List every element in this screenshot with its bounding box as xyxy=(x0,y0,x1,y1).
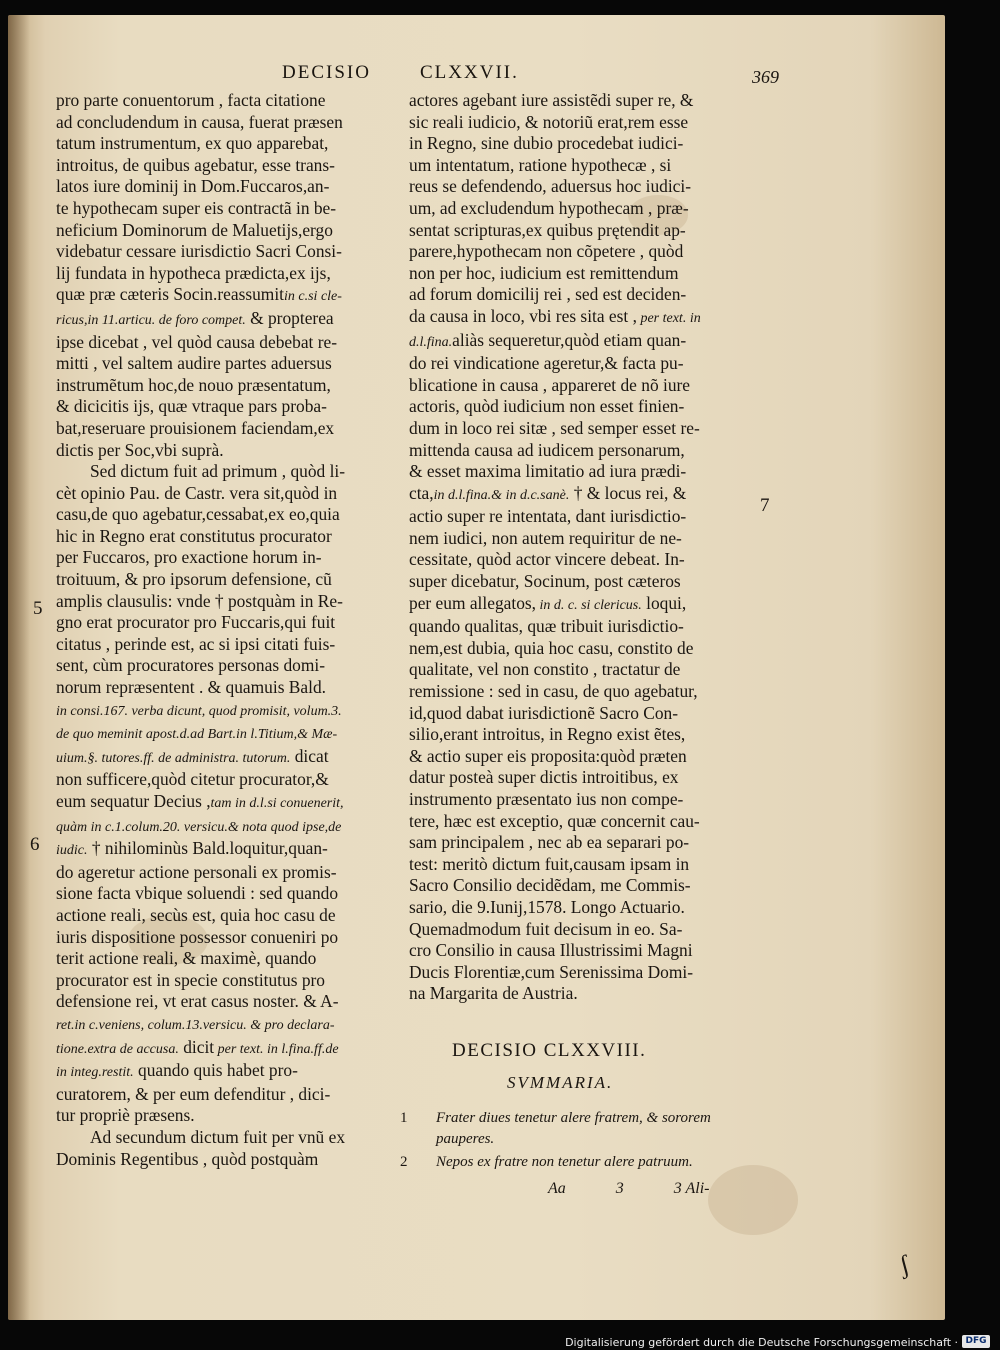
signature-line xyxy=(548,1180,755,1198)
body-text: qualitate, vel non constito , tractatur de xyxy=(409,659,681,680)
body-text: & actio super eis proposita:quòd præten xyxy=(409,745,687,766)
body-text: do rei vindicatione ageretur,& facta pu- xyxy=(409,353,684,374)
decision-heading: DECISIO CLXXVIII. xyxy=(452,1040,647,1061)
body-text: bat,reseruare prouisionem faciendam,ex xyxy=(56,417,335,438)
citation-text: iudic. xyxy=(56,843,88,859)
text-line xyxy=(56,112,389,134)
citation-text: quàm in c.1.colum.20. versicu.& nota quod ipse,de xyxy=(56,819,342,835)
body-text: norum repræsentent . & quamuis Bald. xyxy=(56,677,326,698)
body-text: Ad secundum dictum fuit per vnũ ex xyxy=(90,1126,346,1147)
text-line xyxy=(56,948,389,970)
body-text: ad forum domicilij rei , sed est deciden- xyxy=(409,284,687,305)
summary-item xyxy=(400,1152,760,1174)
body-text: pro parte conuentorum , facta citatione xyxy=(56,90,326,110)
body-text: instrumẽtum hoc,de nouo præsentatum, xyxy=(56,374,331,395)
body-text: datur posteà super dictis introitibus, ex xyxy=(409,767,679,788)
text-line xyxy=(409,549,751,571)
text-line xyxy=(409,593,751,617)
body-text: Dominis Regentibus , quòd postquàm xyxy=(56,1148,319,1169)
body-text: actione reali, secùs est, quia hoc casu de xyxy=(56,904,336,925)
body-text: blicatione in causa , appareret de nõ iure xyxy=(409,374,691,395)
body-text: amplis clausulis: vnde † postquàm in Re- xyxy=(56,590,343,611)
text-line xyxy=(409,638,751,660)
text-line xyxy=(56,746,389,770)
citation-text: in c.veniens, colum.13.versicu. & pro declara- xyxy=(74,1017,335,1033)
body-text: neficium Dominorum de Maluetijs,ergo xyxy=(56,219,333,240)
text-line xyxy=(56,1127,389,1149)
body-text: sario, die 9.Iunij,1578. Longo Actuario. xyxy=(409,896,685,917)
text-line xyxy=(56,905,389,927)
body-text: cta, xyxy=(409,482,434,503)
text-line xyxy=(56,1013,389,1037)
left-text-column xyxy=(56,90,389,1170)
margin-number-7: 7 xyxy=(760,495,770,516)
text-line xyxy=(409,962,751,984)
body-text: introitus, de quibus agebatur, esse trans- xyxy=(56,154,335,175)
catchword: 3 Ali- xyxy=(673,1180,710,1197)
citation-text: per text. in l.fina.ff.de xyxy=(214,1041,339,1057)
text-line xyxy=(56,526,389,548)
body-text: ipse dicebat , vel quòd causa debebat re- xyxy=(56,331,338,352)
summaria-label: SVMMARIA. xyxy=(507,1073,614,1092)
body-text: procurator est in specie constitutus pro xyxy=(56,969,326,990)
text-line xyxy=(409,396,751,418)
text-line xyxy=(56,332,389,354)
text-line xyxy=(56,927,389,949)
text-line xyxy=(409,811,751,833)
text-line xyxy=(56,634,389,656)
text-line xyxy=(56,308,389,332)
text-line xyxy=(56,722,389,746)
text-line xyxy=(56,396,389,418)
text-line xyxy=(409,659,751,681)
body-text: mittenda causa ad iudicem personarum, xyxy=(409,439,685,460)
body-text: remissione : sed in casu, de quo agebatur, xyxy=(409,681,698,702)
citation-text: ret. xyxy=(56,1017,75,1033)
text-line xyxy=(409,919,751,941)
body-text: ad concludendum in causa, fuerat præsen xyxy=(56,111,343,132)
body-text: id,quod dabat iurisdictionẽ Sacro Con- xyxy=(409,702,679,723)
text-line xyxy=(56,970,389,992)
text-line xyxy=(409,483,751,507)
citation-text: in d.l.fina.& in d.c.sanè. xyxy=(433,487,570,503)
body-text: aliàs sequeretur,quòd etiam quan- xyxy=(452,329,687,350)
body-text: tur propriè præsens. xyxy=(56,1105,195,1126)
text-line xyxy=(409,263,751,285)
text-line xyxy=(409,983,751,1005)
body-text: sam principalem , nec ab ea separari po- xyxy=(409,832,690,853)
running-head xyxy=(282,62,542,84)
body-text: sent, cùm procuratores personas domi- xyxy=(56,655,325,676)
page-number: 369 xyxy=(752,67,779,87)
body-text: loqui, xyxy=(641,592,687,613)
text-line xyxy=(56,569,389,591)
citation-text: uium.§. tutores.ff. de administra. tutorum. xyxy=(56,750,291,766)
text-line xyxy=(409,90,751,112)
text-line xyxy=(56,591,389,613)
text-line xyxy=(56,155,389,177)
body-text: citatus , perinde est, ac si ipsi citati fuis- xyxy=(56,633,336,654)
text-line xyxy=(56,547,389,569)
text-line xyxy=(409,746,751,768)
text-line xyxy=(56,176,389,198)
text-line xyxy=(409,155,751,177)
body-text: dictis per Soc,vbi suprà. xyxy=(56,439,224,460)
body-text: per Fuccaros, pro exactione horum in- xyxy=(56,547,322,568)
body-text: troituum, & pro ipsorum defensione, cũ xyxy=(56,569,332,590)
text-line xyxy=(56,677,389,699)
body-text: sentat scripturas,ex quibus prętendit ap- xyxy=(409,219,686,240)
body-text: cro Consilio in causa Illustrissimi Magni xyxy=(409,940,693,961)
paper-stain xyxy=(708,1165,798,1235)
citation-text: tam in d.l.si conuenerit, xyxy=(210,796,344,811)
citation-text: de quo meminit apost.d.ad Bart.in l.Titium,& Mæ- xyxy=(56,727,338,743)
text-line xyxy=(409,681,751,703)
summary-item xyxy=(400,1108,760,1152)
citation-text: tione.extra de accusa. xyxy=(56,1041,179,1057)
body-text: latos iure dominij in Dom.Fuccaros,an- xyxy=(56,176,330,197)
summary-item-text: Nepos ex fratre non tenetur alere patruum. xyxy=(436,1154,693,1170)
body-text: defensione rei, vt erat casus noster. & A- xyxy=(56,991,339,1012)
body-text: actores agebant iure assistẽdi super re, & xyxy=(409,90,694,110)
text-line xyxy=(56,220,389,242)
text-line xyxy=(56,655,389,677)
text-line xyxy=(56,198,389,220)
signature-mark: Aa xyxy=(548,1180,566,1197)
body-text: Ducis Florentiæ,cum Serenissima Domi- xyxy=(409,961,694,982)
citation-text: per text. in xyxy=(636,310,701,326)
text-line xyxy=(409,306,751,330)
text-line xyxy=(409,528,751,550)
text-line xyxy=(409,241,751,263)
text-line xyxy=(56,612,389,634)
body-text: gno erat procurator pro Fuccaris,qui fuit xyxy=(56,612,336,633)
text-line xyxy=(409,284,751,306)
summary-item-number: 1 xyxy=(400,1110,408,1126)
body-text: lij fundata in hypotheca prædicta,ex ijs, xyxy=(56,262,331,283)
dfg-logo: DFG xyxy=(962,1335,990,1348)
citation-text: in consi.167. verba dicunt, quod promisit, volum.3. xyxy=(56,703,342,719)
text-line xyxy=(409,375,751,397)
body-text: dicit xyxy=(178,1036,215,1057)
text-line xyxy=(56,1084,389,1106)
body-text: instrumento præsentato ius non compe- xyxy=(409,789,684,809)
text-line xyxy=(56,791,389,815)
body-text: mitti , vel saltem audire partes aduersus xyxy=(56,353,332,374)
body-text: & esset maxima limitatio ad iura prædi- xyxy=(409,461,687,482)
text-line xyxy=(56,1037,389,1061)
text-line xyxy=(56,883,389,905)
text-line xyxy=(409,897,751,919)
text-line xyxy=(56,699,389,723)
text-line xyxy=(409,176,751,198)
running-head-left: DECISIO xyxy=(282,62,371,83)
text-line xyxy=(409,353,751,375)
text-line xyxy=(409,724,751,746)
body-text: test: meritò dictum fuit,causam ipsam in xyxy=(409,853,690,874)
body-text: parere,hypothecam non cõpetere , quòd xyxy=(409,241,684,262)
digitization-credit: Digitalisierung gefördert durch die Deutsche Forschungsgemeinschaft · xyxy=(565,1336,958,1349)
text-line xyxy=(409,198,751,220)
text-line xyxy=(56,769,389,791)
text-line xyxy=(56,133,389,155)
text-line xyxy=(409,571,751,593)
body-text: hic in Regno erat constitutus procurator xyxy=(56,525,332,546)
body-text: do ageretur actione personali ex promis- xyxy=(56,861,337,882)
body-text: nem iudici, non autem requiritur de ne- xyxy=(409,527,682,548)
body-text: quæ præ cæteris Socin.reassumit xyxy=(56,284,284,305)
citation-text: in integ.restit. xyxy=(56,1065,134,1081)
body-text: iuris dispositione possessor conueniri po xyxy=(56,926,339,947)
body-text: super dicebatur, Socinum, post cæteros xyxy=(409,571,681,592)
body-text: terit actione reali, & maximè, quando xyxy=(56,948,317,969)
digitization-bar xyxy=(0,1333,1000,1350)
body-text: cessitate, quòd actor vincere debeat. In- xyxy=(409,549,685,570)
text-line xyxy=(56,815,389,839)
text-line xyxy=(409,703,751,725)
body-text: um, ad excludendum hypothecam , præ- xyxy=(409,197,689,218)
body-text: na Margarita de Austria. xyxy=(409,983,578,1004)
text-line xyxy=(56,263,389,285)
text-line xyxy=(409,616,751,638)
text-line xyxy=(56,838,389,862)
text-line xyxy=(409,461,751,483)
text-line xyxy=(56,353,389,375)
body-text: Sacro Consilio decidẽdam, me Commis- xyxy=(409,875,691,896)
body-text: casu,de quo agebatur,cessabat,ex eo,quia xyxy=(56,504,340,525)
body-text: per eum allegatos, xyxy=(409,592,536,613)
text-line xyxy=(56,1060,389,1084)
body-text: & dicicitis ijs, quæ vtraque pars proba- xyxy=(56,396,327,417)
text-line xyxy=(409,330,751,354)
text-line xyxy=(409,767,751,789)
body-text: videbatur cessare iurisdictio Sacri Consi- xyxy=(56,241,342,262)
text-line xyxy=(56,440,389,462)
text-line xyxy=(56,241,389,263)
body-text: in Regno, sine dubio procedebat iudici- xyxy=(409,133,684,154)
text-line xyxy=(56,991,389,1013)
body-text: sione facta vbique soluendi : sed quando xyxy=(56,883,339,904)
body-text: te hypothecam super eis contractã in be- xyxy=(56,197,337,218)
text-line xyxy=(409,940,751,962)
body-text: quando quis habet pro- xyxy=(133,1060,298,1081)
citation-text: ricus,in 11.articu. de foro compet. xyxy=(56,312,246,328)
running-head-right: CLXXVII. xyxy=(420,62,519,83)
text-line xyxy=(409,789,751,811)
body-text: Quemadmodum fuit decisum in eo. Sa- xyxy=(409,918,683,939)
text-line xyxy=(409,418,751,440)
text-line xyxy=(56,461,389,483)
text-line xyxy=(56,375,389,397)
citation-text: d.l.fina. xyxy=(409,334,453,350)
body-text: nem,est dubia, quia hoc casu, constito de xyxy=(409,637,694,658)
body-text: cèt opinio Pau. de Castr. vera sit,quòd in xyxy=(56,482,338,503)
text-line xyxy=(409,506,751,528)
body-text: quando qualitas, quæ tribuit iurisdictio- xyxy=(409,616,684,637)
text-line xyxy=(56,284,389,308)
body-text: reus se defendendo, aduersus hoc iudici- xyxy=(409,176,692,197)
text-line xyxy=(56,90,389,112)
text-line xyxy=(56,1105,389,1127)
body-text: sic reali iudicio, & notoriũ erat,rem esse xyxy=(409,111,689,132)
body-text: silio,erant introitus, in Regno exist ẽtes, xyxy=(409,724,686,745)
body-text: Sed dictum fuit ad primum , quòd li- xyxy=(90,461,346,482)
body-text: † & locus rei, & xyxy=(569,482,687,503)
summary-item-text: Frater diues tenetur alere fratrem, & sororem pauperes. xyxy=(436,1110,711,1147)
body-text: dum in loco rei sitæ , sed semper esset re- xyxy=(409,417,700,438)
body-text: actio super re intentata, dant iurisdictio- xyxy=(409,506,687,527)
text-line xyxy=(409,832,751,854)
body-text: † nihilominùs Bald.loquitur,quan- xyxy=(87,838,328,859)
body-text: non sufficere,quòd citetur procurator,& xyxy=(56,769,329,790)
citation-text: in d. c. si clericus. xyxy=(536,597,642,613)
body-text: tatum instrumentum, ex quo apparebat, xyxy=(56,133,329,154)
text-line xyxy=(56,483,389,505)
text-line xyxy=(409,220,751,242)
text-line xyxy=(56,862,389,884)
text-line xyxy=(409,440,751,462)
citation-text: in c.si cle- xyxy=(284,289,342,305)
body-text: curatorem, & per eum defenditur , dici- xyxy=(56,1083,331,1104)
text-line xyxy=(409,133,751,155)
body-text: um intentatum, ratione hypothecæ , si xyxy=(409,154,672,175)
body-text: da causa in loco, vbi res sita est , xyxy=(409,305,637,326)
body-text: eum sequatur Decius , xyxy=(56,791,211,811)
body-text: tere, hæc est exceptio, quæ concernit cau- xyxy=(409,810,700,831)
body-text: & propterea xyxy=(245,307,334,328)
body-text: dicat xyxy=(290,745,329,766)
margin-number-5: 5 xyxy=(33,598,43,619)
text-line xyxy=(56,504,389,526)
text-line xyxy=(409,854,751,876)
signature-number: 3 xyxy=(615,1180,624,1197)
body-text: non per hoc, iudicium est remittendum xyxy=(409,262,679,283)
margin-number-6: 6 xyxy=(30,834,40,855)
text-line xyxy=(409,112,751,134)
body-text: actoris, quòd iudicium non esset finien- xyxy=(409,396,685,417)
handwritten-mark: ʃ xyxy=(896,1249,913,1280)
right-text-column xyxy=(409,90,751,1005)
summary-item-number: 2 xyxy=(400,1154,408,1170)
text-line xyxy=(56,418,389,440)
text-line xyxy=(409,875,751,897)
text-line xyxy=(56,1149,389,1171)
page-gutter-shadow xyxy=(8,15,30,1320)
